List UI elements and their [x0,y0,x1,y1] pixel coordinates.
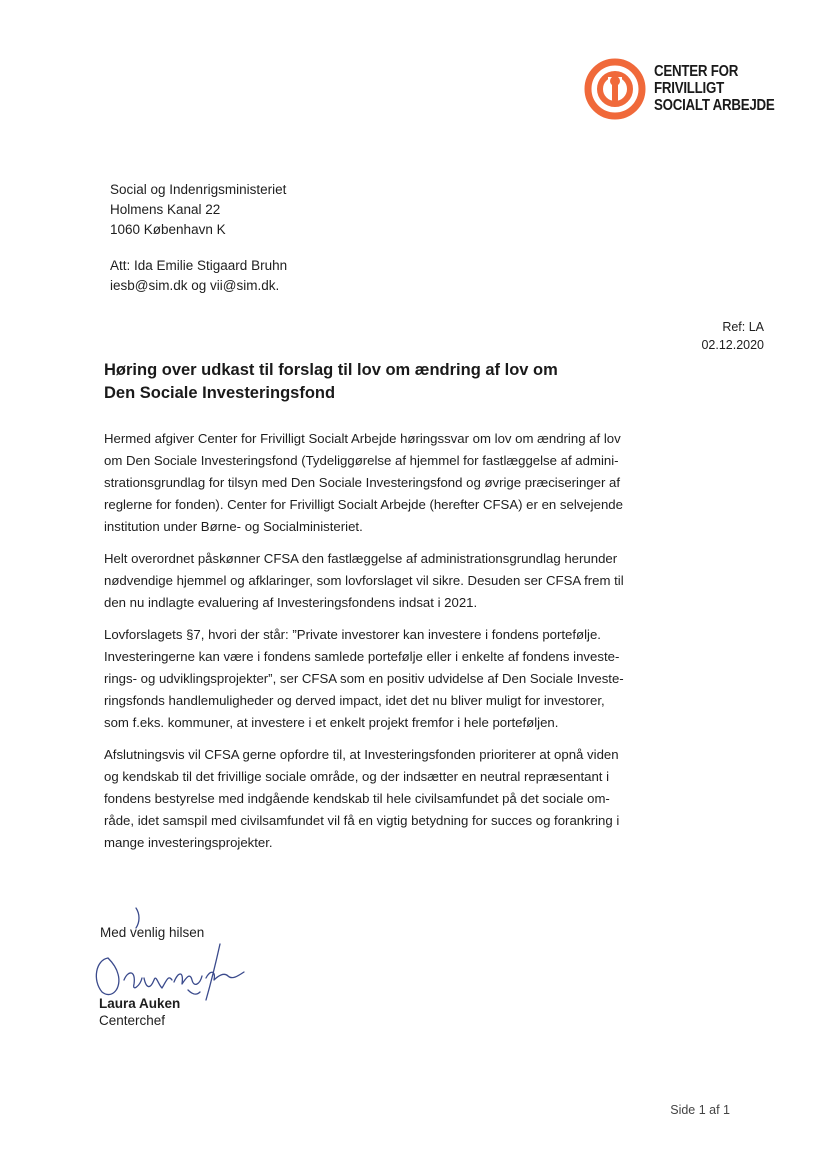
recipient-line: 1060 København K [110,222,226,237]
closing-greeting: Med venlig hilsen [100,925,205,940]
reference-code: Ref: LA [722,320,764,334]
page-number: Side 1 af 1 [670,1103,730,1117]
paragraph-2 [104,548,670,614]
attention-line: Att: Ida Emilie Stigaard Bruhn [110,258,288,273]
paragraph-3 [104,624,670,734]
letter-body [104,428,670,864]
recipient-line: Holmens Kanal 22 [110,202,221,217]
body-line: Helt overordnet påskønner CFSA den fastlæggelse af administrationsgrundlag herunder [104,551,618,566]
signatory-name: Laura Auken [99,996,181,1011]
paragraph-4 [104,744,670,854]
logo-line-3: SOCIALT ARBEJDE [654,97,775,114]
reference-block [701,318,764,354]
body-line: ringsfonds handlemuligheder og derved impact, idet det nu bliver muligt for investorer, [104,693,605,708]
body-line: Afslutningsvis vil CFSA gerne opfordre til, at Investeringsfonden prioriterer at opnå viden [104,747,619,762]
body-line: rings- og udviklingsprojekter”, ser CFSA som en positiv udvidelse af Den Sociale Investe- [104,671,624,686]
title-line: Den Sociale Investeringsfond [104,384,336,402]
body-line: mange investeringsprojekter. [104,835,273,850]
letter-title [104,359,664,405]
cfsa-logo-icon [583,57,647,121]
letter-date: 02.12.2020 [701,338,764,352]
body-line: om Den Sociale Investeringsfond (Tydeliggørelse af hjemmel for fastlæggelse af admini- [104,453,619,468]
signatory-role: Centerchef [99,1013,166,1028]
body-line: nødvendige hjemmel og afklaringer, som lovforslaget vil sikre. Desuden ser CFSA frem til [104,573,624,588]
body-line: Lovforslagets §7, hvori der står: ”Private investorer kan investere i fondens portefølje. [104,627,601,642]
body-line: reglerne for fonden). Center for Frivilligt Socialt Arbejde (herefter CFSA) er en selvejende [104,497,623,512]
logo-wordmark [654,63,775,114]
body-line: den nu indlagte evaluering af Investeringsfondens indsat i 2021. [104,595,478,610]
paragraph-1 [104,428,670,538]
body-line: som f.eks. kommuner, at investere i et enkelt projekt fremfor i hele porteføljen. [104,715,559,730]
body-line: og kendskab til det frivillige sociale område, og der indsætter en neutral repræsentant i [104,769,610,784]
body-line: strationsgrundlag for tilsyn med Den Sociale Investeringsfond og øvrige præciseringer af [104,475,621,490]
recipient-address [110,180,286,240]
body-line: institution under Børne- og Socialministeriet. [104,519,363,534]
logo-line-2: FRIVILLIGT [654,80,724,97]
body-line: råde, idet samspil med civilsamfundet vil få en vigtig betydning for succes og forankring i [104,813,620,828]
title-line: Høring over udkast til forslag til lov om ændring af lov om [104,361,558,379]
attention-block [110,256,287,296]
attention-emails[interactable]: iesb@sim.dk og vii@sim.dk. [110,278,280,293]
recipient-line: Social og Indenrigsministeriet [110,182,287,197]
logo-line-1: CENTER FOR [654,63,739,80]
cfsa-logo [583,57,783,121]
body-line: Investeringerne kan være i fondens samlede portefølje eller i enkelte af fondens investe- [104,649,620,664]
body-line: Hermed afgiver Center for Frivilligt Socialt Arbejde høringssvar om lov om ændring af lov [104,431,621,446]
body-line: fondens bestyrelse med indgående kendskab til hele civilsamfundet på det sociale om- [104,791,610,806]
